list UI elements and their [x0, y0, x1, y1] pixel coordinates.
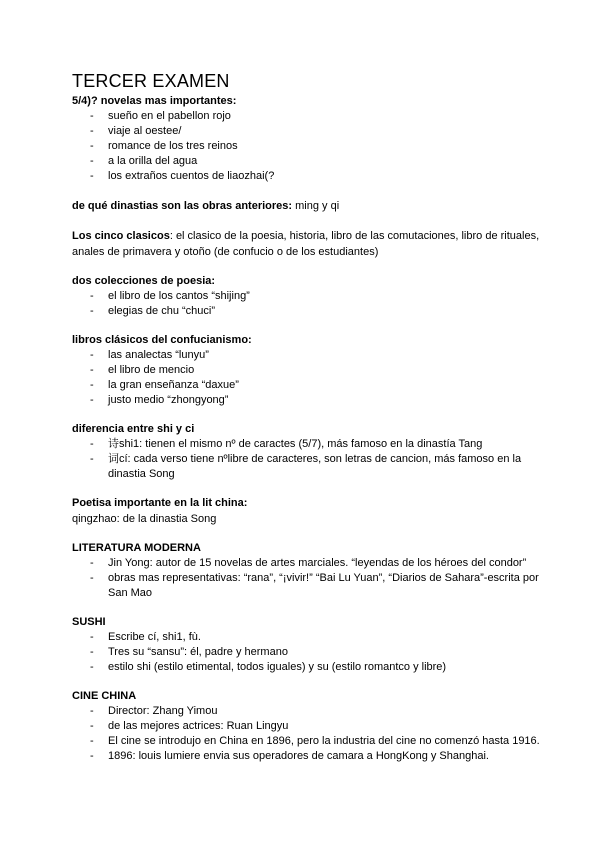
dash-bullet: -: [90, 125, 94, 137]
section-heading: diferencia entre shi y ci: [72, 423, 195, 435]
section-heading: 5/4)? novelas mas importantes:: [72, 95, 237, 107]
list-item-text: romance de los tres reinos: [108, 140, 238, 152]
bullet-list: [72, 109, 552, 184]
list-item: [72, 719, 552, 734]
section-text: : el clasico de la poesia, historia, libro de las comutaciones, libro de rituales, anales de primavera y otoño (de confucio o de los estudiantes): [72, 230, 540, 258]
list-item-text: elegias de chu “chuci”: [108, 305, 216, 317]
list-item: [72, 109, 552, 124]
dash-bullet: -: [90, 290, 94, 302]
section-sushi: [72, 615, 552, 675]
dash-bullet: -: [90, 750, 94, 762]
list-item-text: 1896: louis lumiere envia sus operadores de camara a HongKong y Shanghai.: [108, 750, 489, 762]
list-item: [72, 169, 552, 184]
dash-bullet: -: [90, 140, 94, 152]
list-item: [72, 734, 552, 749]
list-item: [72, 289, 552, 304]
section-literatura-moderna: [72, 541, 552, 601]
bullet-list: [72, 289, 552, 319]
section-dinastias: [72, 198, 552, 214]
dash-bullet: -: [90, 453, 94, 465]
list-item: [72, 571, 552, 601]
dash-bullet: -: [90, 110, 94, 122]
dash-bullet: -: [90, 379, 94, 391]
list-item: [72, 452, 552, 482]
section-poetisa: [72, 496, 552, 527]
list-item-text: viaje al oestee/: [108, 125, 182, 137]
list-item-text: Escribe cí, shi1, fù.: [108, 631, 201, 643]
list-item: [72, 154, 552, 169]
list-item-text: 诗shi1: tienen el mismo nº de caractes (5/7), más famoso en la dinastía Tang: [108, 438, 483, 450]
list-item-text: Director: Zhang Yimou: [108, 705, 218, 717]
list-item-text: obras mas representativas: “rana”, “¡vivir!” “Bai Lu Yuan”, “Diarios de Sahara”-escrita por San Mao: [108, 572, 539, 599]
bullet-list: [72, 437, 552, 482]
dash-bullet: -: [90, 631, 94, 643]
bullet-list: [72, 630, 552, 675]
dash-bullet: -: [90, 705, 94, 717]
section-heading: CINE CHINA: [72, 690, 137, 702]
list-item-text: sueño en el pabellon rojo: [108, 110, 231, 122]
list-item-text: la gran enseñanza “daxue”: [108, 379, 239, 391]
section-text: ming y qi: [292, 200, 340, 212]
bullet-list: [72, 556, 552, 601]
list-item: [72, 704, 552, 719]
list-item: [72, 378, 552, 393]
list-item: [72, 139, 552, 154]
list-item-text: a la orilla del agua: [108, 155, 198, 167]
list-item-text: El cine se introdujo en China en 1896, pero la industria del cine no comenzó hasta 1916.: [108, 735, 540, 747]
section-heading: Poetisa importante en la lit china:: [72, 497, 248, 509]
list-item-text: Tres su “sansu”: él, padre y hermano: [108, 646, 288, 658]
bullet-list: [72, 704, 552, 764]
section-paragraph: [72, 198, 552, 214]
list-item: [72, 645, 552, 660]
section-poesia: [72, 274, 552, 319]
section-heading: dos colecciones de poesia:: [72, 275, 216, 287]
list-item: [72, 437, 552, 452]
list-item-text: justo medio “zhongyong”: [108, 394, 229, 406]
dash-bullet: -: [90, 572, 94, 584]
dash-bullet: -: [90, 557, 94, 569]
dash-bullet: -: [90, 170, 94, 182]
list-item-text: el libro de los cantos “shijing”: [108, 290, 250, 302]
list-item-text: de las mejores actrices: Ruan Lingyu: [108, 720, 289, 732]
section-clasicos: [72, 228, 552, 260]
section-shi-ci: [72, 422, 552, 482]
dash-bullet: -: [90, 661, 94, 673]
list-item: [72, 749, 552, 764]
dash-bullet: -: [90, 364, 94, 376]
list-item-text: 词cí: cada verso tiene nºlibre de caracteres, son letras de cancion, más famoso en la dinastia Song: [108, 453, 522, 480]
list-item: [72, 363, 552, 378]
list-item: [72, 348, 552, 363]
section-heading: Los cinco clasicos: [72, 230, 170, 242]
section-heading: de qué dinastias son las obras anteriores:: [72, 200, 293, 212]
list-item: [72, 304, 552, 319]
page-title: TERCER EXAMEN: [72, 71, 230, 91]
section-novelas: [72, 94, 552, 184]
section-confucianismo: [72, 333, 552, 408]
list-item-text: el libro de mencio: [108, 364, 195, 376]
dash-bullet: -: [90, 155, 94, 167]
sections-container: [72, 94, 552, 764]
list-item: [72, 393, 552, 408]
dash-bullet: -: [90, 646, 94, 658]
list-item-text: las analectas “lunyu”: [108, 349, 209, 361]
list-item-text: Jin Yong: autor de 15 novelas de artes marciales. “leyendas de los héroes del condor”: [108, 557, 527, 569]
list-item: [72, 124, 552, 139]
section-cine-china: [72, 689, 552, 764]
section-heading: SUSHI: [72, 616, 106, 628]
dash-bullet: -: [90, 735, 94, 747]
bullet-list: [72, 348, 552, 408]
section-line: qingzhao: de la dinastia Song: [72, 513, 217, 525]
list-item: [72, 556, 552, 571]
list-item: [72, 630, 552, 645]
section-paragraph: [72, 228, 552, 260]
dash-bullet: -: [90, 438, 94, 450]
dash-bullet: -: [90, 349, 94, 361]
list-item-text: estilo shi (estilo etimental, todos iguales) y su (estilo romantco y libre): [108, 661, 447, 673]
list-item: [72, 660, 552, 675]
list-item-text: los extraños cuentos de liaozhai(?: [108, 170, 275, 182]
dash-bullet: -: [90, 394, 94, 406]
section-heading: LITERATURA MODERNA: [72, 542, 201, 554]
section-heading: libros clásicos del confucianismo:: [72, 334, 252, 346]
dash-bullet: -: [90, 305, 94, 317]
dash-bullet: -: [90, 720, 94, 732]
